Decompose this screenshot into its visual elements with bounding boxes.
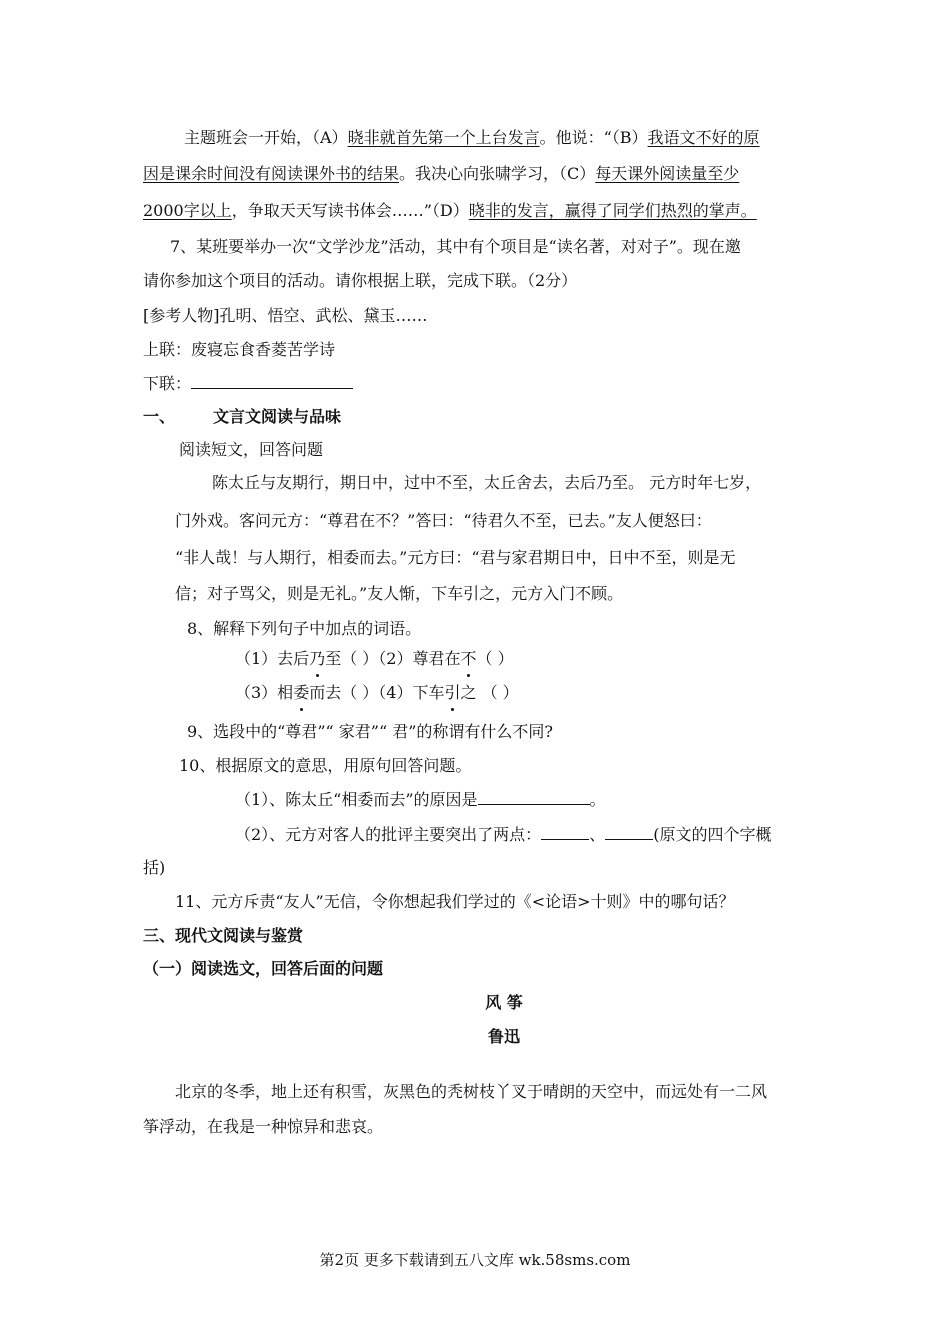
q10-stem: 10、根据原文的意思，用原句回答问题。 <box>179 756 472 775</box>
section-2-instruction: 阅读短文，回答问题 <box>179 440 324 459</box>
section-2-number: 一、 <box>143 407 176 426</box>
passage-line-3: 2000字以上，争取天天写读书体会……”（D）晓非的发言，赢得了同学们热烈的掌声。 <box>143 201 757 220</box>
q10-part-2-wrap: 括) <box>143 858 166 877</box>
dotted-word: 委 <box>293 681 309 705</box>
dotted-word: 不 <box>460 647 476 671</box>
classical-text-line: 信；对子骂父，则是无礼。”友人惭，下车引之，元方入门不顾。 <box>175 584 624 603</box>
q10-blank-3[interactable] <box>605 823 653 840</box>
q10-part-1: （1）、陈太丘“相委而去”的原因是 。 <box>235 790 606 809</box>
q7-line-1: 7、某班要举办一次“文学沙龙”活动，其中有个项目是“读名著，对对子”。现在邀 <box>170 237 741 256</box>
essay-paragraph-line: 北京的冬季，地上还有积雪，灰黑色的秃树枝丫叉于晴朗的天空中，而远处有一二风 <box>175 1082 768 1101</box>
passage-line-1: 主题班会一开始，（A）晓非就首先第一个上台发言。他说：“（B）我语文不好的原 <box>184 128 760 147</box>
dotted-word: 乃 <box>309 647 325 671</box>
q7-answer-blank[interactable] <box>191 372 353 389</box>
underlined-c-cont: 2000字以上 <box>143 201 232 220</box>
underlined-b: 我语文不好的原 <box>647 128 760 147</box>
q9: 9、选段中的“尊君”“ 家君”“ 君”的称谓有什么不同? <box>187 722 554 741</box>
q8-row-1: （1）去后乃至（ ）（2）尊君在不（ ） <box>235 647 514 671</box>
section-3-subtitle: （一）阅读选文，回答后面的问题 <box>143 959 384 978</box>
q7-reference: [参考人物]孔明、悟空、武松、黛玉…… <box>143 306 428 325</box>
section-3-title: 三、现代文阅读与鉴赏 <box>143 926 304 945</box>
q8-stem: 8、解释下列句子中加点的词语。 <box>187 619 422 638</box>
underlined-a: 晓非就首先第一个上台发言 <box>347 128 540 147</box>
q7-upper-couplet: 上联：废寝忘食香菱苦学诗 <box>143 340 336 359</box>
classical-text-line: 陈太丘与友期行，期日中，过中不至，太丘舍去，去后乃至。 元方时年七岁， <box>212 473 762 492</box>
dotted-word: 引 <box>444 681 460 705</box>
q7-line-2: 请你参加这个项目的活动。请你根据上联，完成下联。（2分） <box>143 271 578 290</box>
underlined-d: 晓非的发言，赢得了同学们热烈的掌声。 <box>468 201 757 220</box>
underlined-b-cont: 因是课余时间没有阅读课外书的结果 <box>143 164 400 183</box>
q10-blank-2[interactable] <box>541 823 589 840</box>
page-footer: 第2页 更多下载请到五八文库 wk.58sms.com <box>319 1251 631 1269</box>
classical-text-line: 门外戏。客问元方：“尊君在不？”答曰：“待君久不至，已去。”友人便怒曰： <box>175 511 712 530</box>
q11: 11、元方斥责“友人”无信，令你想起我们学过的《<论语>十则》中的哪句话？ <box>175 892 735 911</box>
underlined-c: 每天课外阅读量至少 <box>595 164 740 183</box>
passage-line-2: 因是课余时间没有阅读课外书的结果。我决心向张啸学习，（C）每天课外阅读量至少 <box>143 164 740 183</box>
essay-author: 鲁迅 <box>487 1027 520 1046</box>
classical-text-line: “非人哉！与人期行，相委而去。”元方曰：“君与家君期日中，日中不至，则是无 <box>175 548 736 567</box>
q8-row-2: （3）相委而去（ ）（4）下车引之 （ ） <box>235 681 519 705</box>
essay-title: 风 筝 <box>485 993 523 1012</box>
section-2-title: 文言文阅读与品味 <box>213 407 342 426</box>
q10-blank-1[interactable] <box>478 788 590 805</box>
q7-lower-couplet: 下联： <box>143 372 353 396</box>
q10-part-2: （2）、元方对客人的批评主要突出了两点： 、 (原文的四个字概 <box>235 825 772 844</box>
essay-paragraph-line: 筝浮动，在我是一种惊异和悲哀。 <box>143 1117 384 1136</box>
